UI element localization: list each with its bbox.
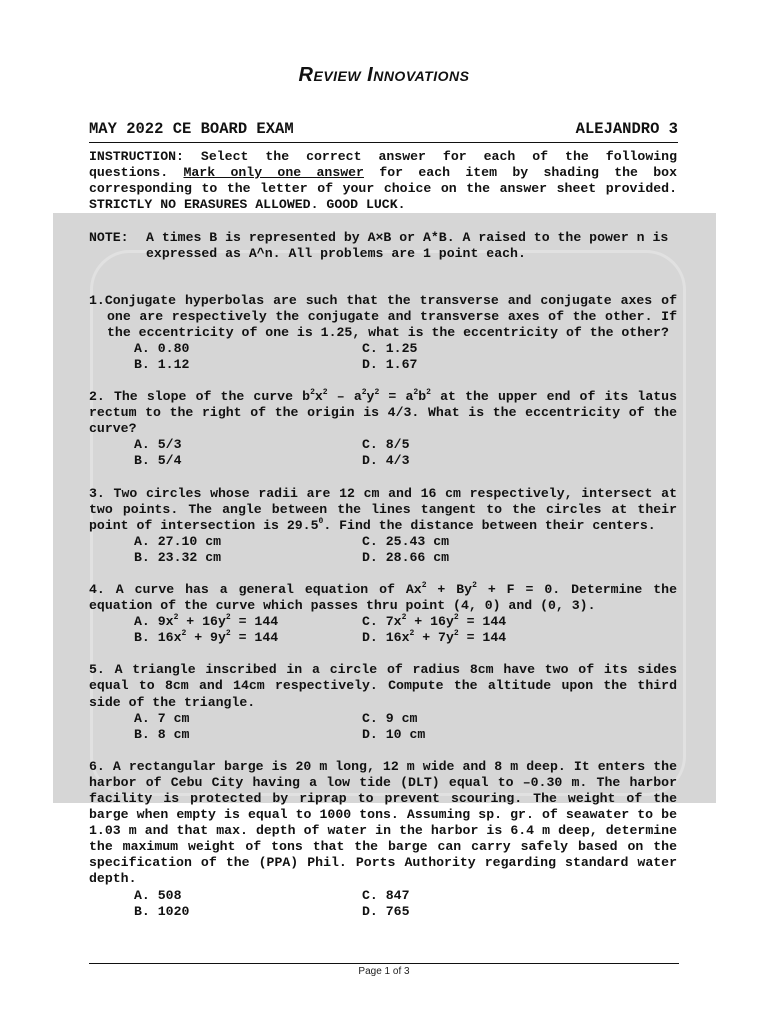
note: [89, 230, 677, 262]
note-label: NOTE:: [89, 230, 129, 246]
question-3: [89, 486, 677, 566]
page-number: Page 1 of 3: [358, 966, 410, 977]
question-5: [89, 662, 677, 742]
question-1: [89, 293, 677, 373]
choices: [89, 437, 677, 469]
question-2: [89, 389, 677, 469]
choice-d: D. 4/3: [362, 453, 410, 469]
choice-c: C. 8/5: [362, 437, 410, 453]
choice-d: D. 28.66 cm: [362, 549, 450, 565]
question-text: 2. The slope of the curve $b^2x^2 - a^2y^2 = a^2b^2$ at the upper end of its latus rectum to the right of the origin is 4/3. What is the eccentricity of the curve?: [89, 388, 677, 437]
choice-b: B. 8 cm: [134, 726, 190, 742]
choice-b: B. 5/4: [134, 453, 182, 469]
exam-header: [89, 120, 678, 143]
choices: [89, 341, 677, 373]
choice-a: A. 7 cm: [134, 710, 190, 726]
instruction-emphasis: Mark only one answer: [183, 165, 364, 181]
choice-d: D. 1.67: [362, 356, 418, 372]
instruction-text: INSTRUCTION: Select the correct answer for each of the following questions.: [89, 149, 677, 181]
exam-content: [89, 149, 677, 920]
choice-c: C. 25.43 cm: [362, 533, 450, 549]
choice-c: C. 1.25: [362, 340, 418, 356]
choice-d: D. 765: [362, 903, 410, 919]
choice-a: A. 0.80: [134, 340, 190, 356]
choice-a: A. $9x^2 + 16y^2 = 144$: [134, 613, 279, 630]
choice-c: C. 847: [362, 887, 410, 903]
choice-d: D. $16x^2 + 7y^2 = 144$: [362, 629, 507, 646]
choices: [89, 534, 677, 566]
question-4: [89, 582, 677, 646]
question-6: [89, 759, 677, 920]
choices: [89, 711, 677, 743]
question-text: 6. A rectangular barge is 20 m long, 12 m wide and 8 m deep. It enters the harbor of Cebu City having a low tide (DLT) equal to –0.30 m. The harbor facility is protected by riprap to prevent scouring. The weight of the barge when empty is equal to 1000 tons. Assuming sp. gr. of seawater to be 1.03 m and that max. depth of water in the harbor is 6.4 m deep, determine the maximum weight of tons that the barge can carry safely based on the specification of the (PPA) Phil. Ports Authority regarding standard water depth.: [89, 758, 677, 887]
question-text: 4. A curve has a general equation of $Ax^2 + By^2 + F = 0$. Determine the equation of the curve which passes thru point (4, 0) and (0, 3).: [89, 580, 677, 614]
choice-b: B. $16x^2 + 9y^2 = 144$: [134, 629, 279, 646]
exam-name: MAY 2022 CE BOARD EXAM: [89, 120, 294, 138]
choice-c: C. 9 cm: [362, 710, 418, 726]
note-text: A times B is represented by A×B or A*B. A raised to the power n is expressed as A^n. All problems are 1 point each.: [146, 230, 669, 262]
instruction: [89, 149, 677, 213]
footer-divider: [89, 963, 679, 964]
choice-a: A. 27.10 cm: [134, 533, 222, 549]
question-text: 5. A triangle inscribed in a circle of radius 8cm have two of its sides equal to 8cm and 14cm respectively. Compute the altitude upon the third side of the triangle.: [89, 662, 677, 710]
question-text: 3. Two circles whose radii are 12 cm and 16 cm respectively, intersect at two points. The angle between the lines tangent to the circles at their point of intersection is 29.5$^0$. Find the distance between their centers.: [89, 485, 677, 533]
choice-b: B. 23.32 cm: [134, 549, 222, 565]
choice-b: B. 1020: [134, 903, 190, 919]
choice-d: D. 10 cm: [362, 726, 426, 742]
choice-a: A. 5/3: [134, 437, 182, 453]
page-title: Review Innovations: [298, 64, 470, 86]
instruction-text-end: for each item by shading the box corresponding to the letter of your choice on the answer sheet provided. STRICTLY NO ERASURES ALLOWED. GOOD LUCK.: [89, 165, 678, 213]
choices: [89, 614, 677, 646]
question-text: 1.Conjugate hyperbolas are such that the transverse and conjugate axes of one are respectively the conjugate and transverse axes of the other. If the eccentricity of one is 1.25, what is the eccentricity of the other?: [89, 292, 677, 340]
set-name: ALEJANDRO 3: [575, 120, 678, 138]
choice-a: A. 508: [134, 887, 182, 903]
choices: [89, 888, 677, 920]
choice-c: C. $7x^2 + 16y^2 = 144$: [362, 613, 507, 630]
choice-b: B. 1.12: [134, 356, 190, 372]
